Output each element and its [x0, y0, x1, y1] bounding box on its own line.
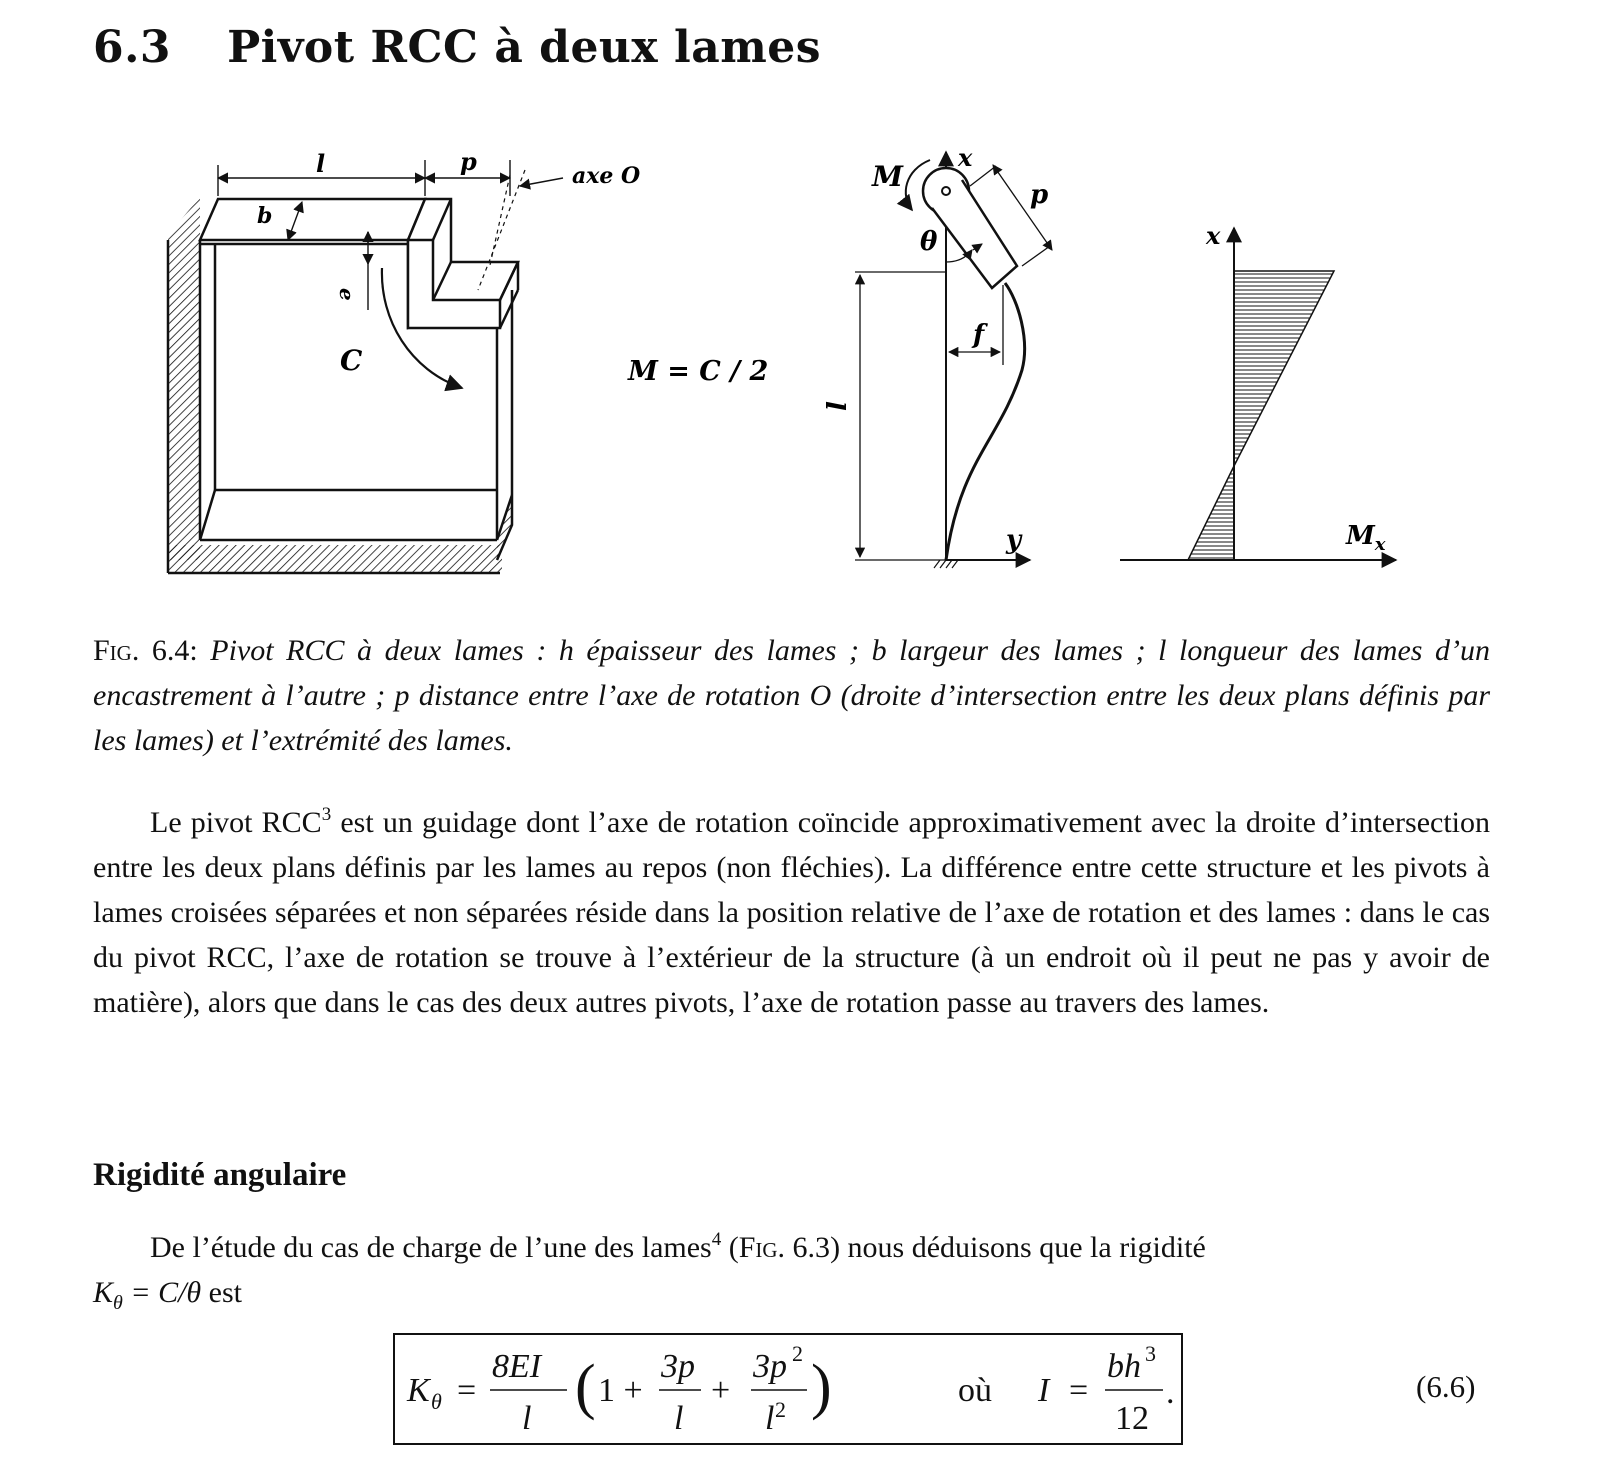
paragraph-rigidity: [93, 1225, 1490, 1326]
equation-box: [393, 1333, 1183, 1445]
svg-text:K: K: [407, 1372, 430, 1409]
label-mx: $M_x$: [1346, 521, 1386, 555]
equation-number: (6.6): [1416, 1369, 1476, 1404]
section-title: [93, 22, 821, 73]
section-title-text: Pivot RCC à deux lames: [227, 22, 822, 73]
paren-right: ): [811, 1353, 832, 1421]
label-p: p: [460, 147, 477, 176]
blade-deflection-diagram: [855, 152, 1052, 568]
label-x-axis: x: [958, 143, 973, 172]
figure-reference[interactable]: Fig. 6.3: [738, 1231, 831, 1264]
para2-mid: (: [721, 1231, 739, 1264]
para2-start: De l’étude du cas de charge de l’une des lames: [150, 1231, 712, 1264]
svg-text:I: I: [1038, 1372, 1050, 1409]
svg-text:=: =: [457, 1372, 477, 1409]
inline-formula: $K_\theta = C/\theta$: [93, 1276, 202, 1314]
label-m-equals-c-over-2: M = C / 2: [628, 356, 769, 387]
label-c: C: [340, 344, 363, 377]
svg-text:=: =: [1069, 1372, 1089, 1409]
svg-text:1 +: 1 +: [598, 1372, 643, 1409]
label-y-axis: y: [1006, 525, 1022, 555]
figure-6-4: [0, 130, 1602, 600]
svg-text:l: l: [674, 1400, 684, 1437]
svg-text:2: 2: [792, 1341, 803, 1366]
footnote-4[interactable]: 4: [711, 1229, 722, 1250]
svg-text:3p: 3p: [753, 1348, 787, 1385]
footnote-3[interactable]: 3: [321, 804, 332, 825]
label-e: e: [335, 288, 359, 301]
paragraph-description: [93, 800, 1490, 1025]
label-l-middle: l: [823, 401, 853, 411]
rcc-pivot-3d-drawing: [168, 160, 563, 573]
label-x-moment: x: [1206, 221, 1221, 250]
svg-text:12: 12: [1115, 1400, 1149, 1437]
svg-text:θ: θ: [431, 1389, 442, 1414]
para2-after: ) nous déduisons que la rigidité: [830, 1231, 1206, 1264]
label-b: b: [257, 203, 273, 229]
label-f: f: [973, 320, 985, 350]
equation-6-6: [395, 1335, 1181, 1443]
svg-text:8EI: 8EI: [492, 1348, 542, 1385]
label-m: M: [872, 160, 903, 193]
bending-moment-diagram: [1120, 228, 1396, 560]
svg-text:l: l: [765, 1400, 775, 1437]
para2-tail: est: [201, 1276, 242, 1309]
svg-text:+: +: [711, 1372, 731, 1409]
caption-text: Pivot RCC à deux lames : h épaisseur des lames ; b largeur des lames ; l longueur des lames d’un encastrement à l’autre ; p distance entre l’axe de rotation O (droite d’intersection entre les deux plans définis par les lames) et l’extrémité des lames.: [93, 634, 1491, 757]
svg-text:l: l: [522, 1400, 532, 1437]
label-axe-o: axe O: [572, 163, 641, 189]
label-p-middle: p: [1030, 180, 1049, 210]
para1-rest: est un guidage dont l’axe de rotation coïncide approximativement avec la droite d’intersection entre les deux plans définis par les lames au repos (non fléchies). La différence entre cette structure et les pivots à lames croisées séparées et non séparées réside dans la position relative de l’axe de rotation et des lames : dans le cas du pivot RCC, l’axe de rotation se trouve à l’extérieur de la structure (à un endroit où il peut ne pas y avoir de matière), alors que dans le cas des deux autres pivots, l’axe de rotation passe au travers des lames.: [93, 806, 1490, 1019]
figure-caption: [93, 628, 1490, 763]
svg-text:3: 3: [1145, 1341, 1156, 1366]
subheading-rigidite-angulaire: Rigidité angulaire: [93, 1157, 347, 1193]
label-l: l: [316, 149, 326, 178]
caption-label: Fig. 6.4:: [93, 634, 198, 667]
paren-left: (: [575, 1353, 596, 1421]
svg-text:3p: 3p: [661, 1348, 695, 1385]
svg-text:bh: bh: [1107, 1348, 1141, 1385]
svg-text:où: où: [958, 1372, 992, 1409]
label-theta: θ: [920, 227, 938, 257]
svg-text:.: .: [1166, 1374, 1175, 1411]
svg-text:2: 2: [775, 1397, 786, 1422]
para1-start: Le pivot RCC: [150, 806, 322, 839]
section-number: 6.3: [93, 22, 172, 73]
